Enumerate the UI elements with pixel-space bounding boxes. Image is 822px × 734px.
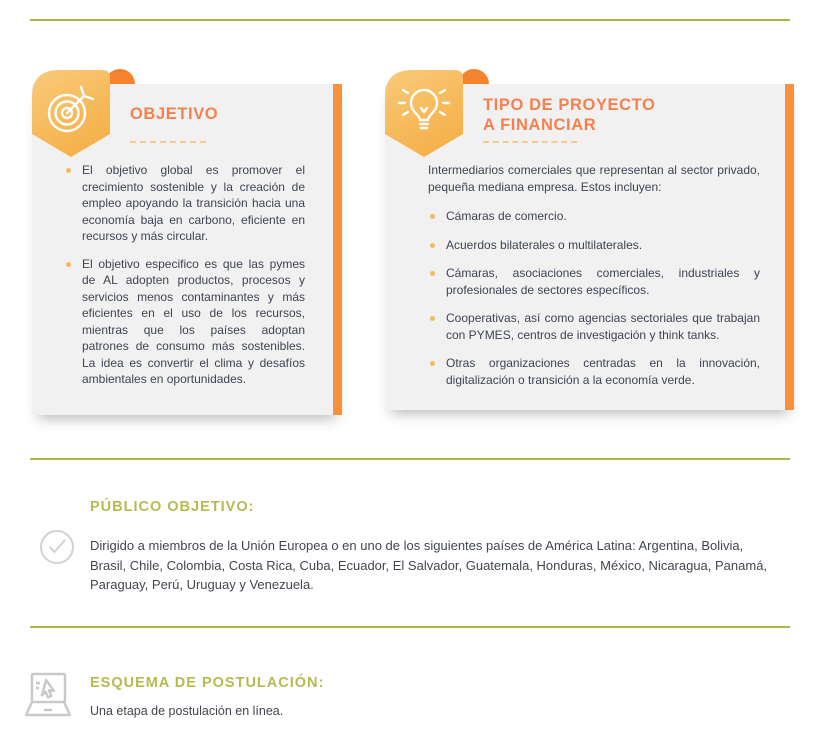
bullet-dot	[430, 243, 435, 248]
card-tipo-de-proyecto	[385, 84, 794, 410]
esquema-postulacion-text: Una etapa de postulación en línea.	[90, 704, 284, 718]
dashed-divider	[483, 141, 577, 143]
card-objetivo	[32, 84, 342, 415]
list-item	[428, 208, 760, 225]
esquema-postulacion-heading: ESQUEMA DE POSTULACIÓN:	[90, 675, 325, 691]
objetivo-badge	[31, 70, 111, 160]
laptop-cursor-icon	[22, 670, 74, 725]
bullet-text: El objetivo especifico es que las pymes de AL adopten productos, procesos y servicios menos contaminantes y más eficientes en el uso de los recursos, mientras que los países adoptan patrones de consumo más sostenibles. La idea es convertir el clima y desafíos ambientales en oportunidades.	[82, 256, 305, 386]
bullet-dot	[66, 262, 71, 267]
bullet-dot	[430, 271, 435, 276]
bullet-text: Acuerdos bilaterales o multilaterales.	[446, 237, 643, 252]
list-item	[428, 355, 760, 388]
card-title-line: OBJETIVO	[130, 105, 219, 123]
card-title-line: TIPO DE PROYECTO	[483, 96, 656, 114]
publico-objetivo-text: Dirigido a miembros de la Unión Europea o en uno de los siguientes países de América Latina: Argentina, Bolivia, Brasil, Chile, Colombia, Costa Rica, Cuba, Ecuador, El Salvador, Guatemala, Honduras, México, Nicaragua, Panamá, Paraguay, Perú, Uruguay y Venezuela.	[90, 538, 768, 592]
publico-objetivo-heading: PÚBLICO OBJETIVO:	[90, 499, 255, 515]
card-title	[130, 104, 218, 124]
bullet-text: Cámaras de comercio.	[446, 209, 567, 223]
card-intro-text: Intermediarios comerciales que representan al sector privado, pequeña mediana empresa. Estos incluyen:	[428, 163, 760, 194]
list-item	[64, 256, 305, 388]
section-divider-line	[30, 458, 790, 460]
card-body	[64, 162, 305, 399]
card-body	[428, 162, 760, 400]
list-item	[428, 265, 760, 298]
bullet-text: Cooperativas, así como agencias sectoriales que trabajan con PYMES, centros de investigación y think tanks.	[446, 311, 760, 342]
bullet-text: El objetivo global es promover el crecimiento sostenible y la creación de empleo apoyando la transición hacia una economía baja en carbono, eficiente en recursos y más circular.	[82, 163, 305, 243]
tipo-proyecto-badge	[384, 70, 464, 160]
section-divider-line	[30, 626, 790, 628]
list-item	[64, 162, 305, 245]
list-item	[428, 237, 760, 254]
bullet-dot	[430, 316, 435, 321]
card-title	[483, 95, 656, 135]
list-item	[428, 310, 760, 343]
bullet-dot	[430, 214, 435, 219]
card-title-line: A FINANCIAR	[483, 116, 597, 134]
bullet-dot	[66, 168, 71, 173]
top-divider-line	[30, 19, 790, 21]
bullet-text: Cámaras, asociaciones comerciales, industriales y profesionales de sectores específicos.	[446, 266, 760, 297]
dashed-divider	[130, 141, 206, 143]
bullet-dot	[430, 361, 435, 366]
check-circle-icon	[38, 528, 76, 571]
bullet-text: Otras organizaciones centradas en la innovación, digitalización o transición a la economía verde.	[446, 356, 760, 387]
